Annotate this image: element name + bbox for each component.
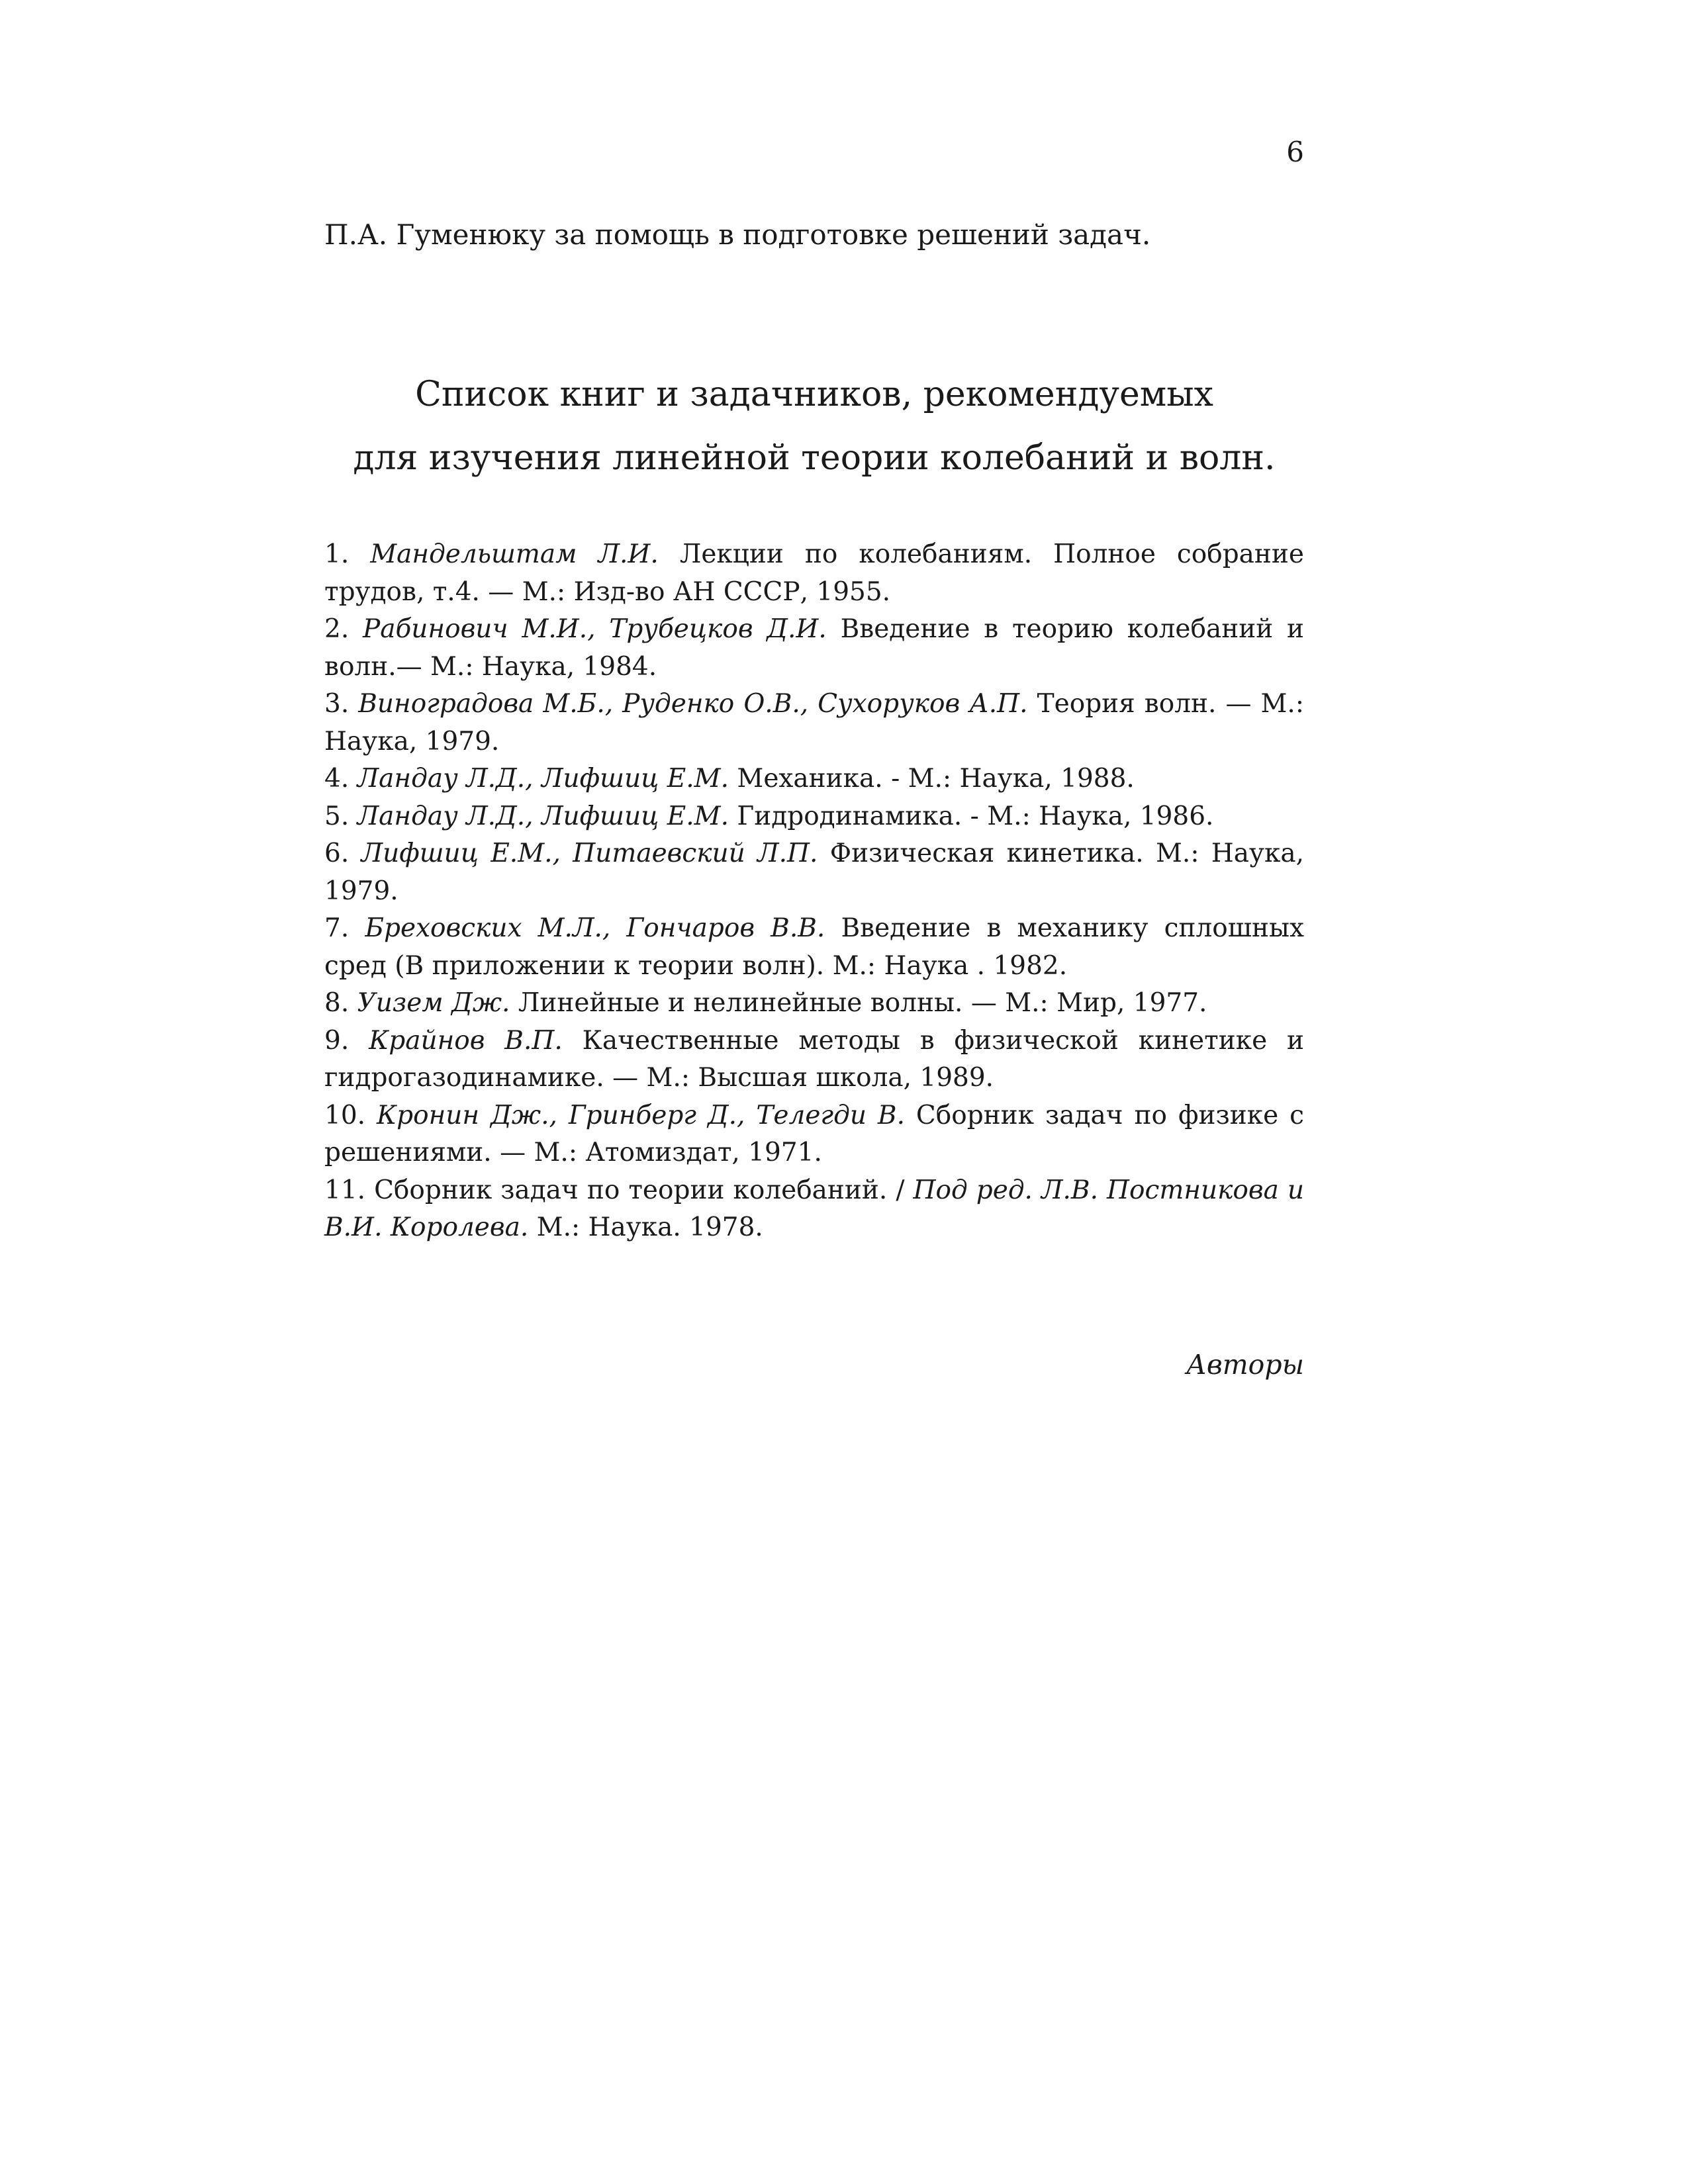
- bibliography-entry-3: [324, 686, 1304, 760]
- entry-authors: Лифшиц Е.М., Питаевский Л.П.: [361, 839, 818, 868]
- entry-title: Сборник задач по теории колебаний. /: [374, 1175, 905, 1205]
- entry-number: 1.: [324, 539, 350, 569]
- page-number: 6: [1286, 136, 1304, 168]
- entry-editors: Под ред. Л.В. Постникова и В.И. Королева.: [324, 1175, 1304, 1242]
- bibliography-entry-2: [324, 611, 1304, 686]
- entry-details: Теория волн. — М.: Наука, 1979.: [324, 689, 1304, 756]
- entry-details: Механика. - М.: Наука, 1988.: [737, 764, 1135, 794]
- entry-authors: Кронин Дж., Гринберг Д., Телегди В.: [376, 1100, 905, 1130]
- entry-details: Лекции по колебаниям. Полное собрание трудов, т.4. — М.: Изд-во АН СССР, 1955.: [324, 539, 1304, 607]
- bibliography-entry-9: [324, 1023, 1304, 1097]
- entry-number: 10.: [324, 1100, 366, 1130]
- heading-line-1: Список книг и задачников, рекомендуемых: [415, 375, 1213, 414]
- bibliography-entry-1: [324, 536, 1304, 611]
- section-heading: [324, 363, 1304, 490]
- entry-authors: Мандельштам Л.И.: [370, 539, 659, 569]
- entry-authors: Крайнов В.П.: [369, 1025, 563, 1056]
- entry-details: Гидродинамика. - М.: Наука, 1986.: [737, 801, 1214, 831]
- entry-number: 11.: [324, 1175, 366, 1205]
- bibliography-entry-6: [324, 835, 1304, 910]
- authors-signature: Авторы: [1186, 1349, 1304, 1381]
- entry-authors: Уизем Дж.: [357, 988, 510, 1018]
- entry-number: 3.: [324, 689, 350, 719]
- entry-authors: Бреховских М.Л., Гончаров В.В.: [365, 913, 825, 943]
- entry-details: Сборник задач по физике с решениями. — М.: Атомиздат, 1971.: [324, 1100, 1304, 1167]
- bibliography-entry-5: [324, 798, 1304, 836]
- entry-authors: Виноградова М.Б., Руденко О.В., Сухоруков А.П.: [358, 689, 1028, 719]
- entry-details: Качественные методы в физической кинетике и гидрогазодинамике. — М.: Высшая школа, 1989.: [324, 1025, 1305, 1093]
- bibliography-entry-7: [324, 910, 1304, 985]
- entry-authors: Ландау Л.Д., Лифшиц Е.М.: [357, 801, 729, 831]
- bibliography-entry-8: [324, 985, 1304, 1023]
- entry-authors: Рабинович М.И., Трубецков Д.И.: [363, 614, 827, 644]
- entry-number: 7.: [324, 913, 350, 943]
- entry-number: 8.: [324, 988, 350, 1018]
- bibliography-entry-11: [324, 1172, 1304, 1247]
- intro-line: П.А. Гуменюку за помощь в подготовке решений задач.: [324, 218, 1151, 251]
- bibliography-entry-4: [324, 760, 1304, 798]
- entry-details: Введение в механику сплошных сред (В приложении к теории волн). М.: Наука . 1982.: [324, 913, 1305, 981]
- entry-number: 4.: [324, 764, 350, 794]
- entry-authors: Ландау Л.Д., Лифшиц Е.М.: [357, 764, 729, 794]
- heading-line-2: для изучения линейной теории колебаний и волн.: [353, 438, 1276, 478]
- entry-number: 5.: [324, 801, 350, 831]
- entry-details: Введение в теорию колебаний и волн.— М.: Наука, 1984.: [324, 614, 1304, 682]
- entry-details: Физическая кинетика. М.: Наука, 1979.: [324, 839, 1305, 906]
- entry-number: 6.: [324, 839, 350, 868]
- entry-details: Линейные и нелинейные волны. — М.: Мир, 1977.: [518, 988, 1207, 1018]
- bibliography-list: [324, 536, 1304, 1247]
- bibliography-entry-10: [324, 1097, 1304, 1172]
- entry-number: 9.: [324, 1025, 350, 1056]
- entry-number: 2.: [324, 614, 350, 644]
- entry-publisher: М.: Наука. 1978.: [536, 1212, 763, 1242]
